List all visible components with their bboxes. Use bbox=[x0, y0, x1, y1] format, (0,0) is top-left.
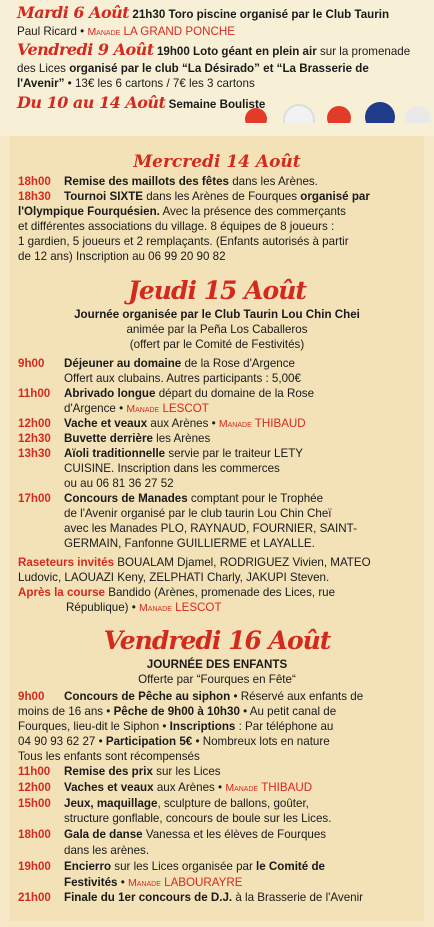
program-item bbox=[18, 447, 416, 462]
subheading: JOURNÉE DES ENFANTS bbox=[146, 658, 288, 671]
item-desc: Participation 5€ bbox=[105, 735, 193, 748]
event-desc: des Lices bbox=[17, 62, 70, 75]
program-item bbox=[18, 372, 416, 387]
item-desc: structure gonflable, concours de boule sur les Lices. bbox=[64, 812, 332, 826]
item-desc: aux Arènes • bbox=[153, 780, 226, 794]
item-desc: aux Arènes • bbox=[147, 417, 219, 430]
time-label: 13h30 bbox=[18, 447, 51, 460]
program-item bbox=[18, 765, 416, 780]
program-line: de 12 ans) Inscription au 06 99 20 90 82 bbox=[18, 250, 226, 263]
program-item bbox=[18, 190, 416, 205]
item-desc: • Au petit canal de bbox=[239, 705, 337, 718]
time-label: 11h00 bbox=[18, 765, 51, 778]
after-course-desc: République) • bbox=[66, 601, 140, 614]
divider bbox=[0, 123, 434, 136]
manade-label: Manade bbox=[225, 781, 259, 794]
program-line: Tous les enfants sont récompensés bbox=[18, 750, 200, 763]
item-title: Abrivado longue bbox=[64, 387, 156, 400]
item-desc: • Réservé aux enfants de bbox=[230, 690, 364, 703]
item-desc: Offert aux clubains. Autres participants : 5,00€ bbox=[64, 372, 301, 385]
item-title: Finale du 1er concours de D.J. bbox=[64, 891, 233, 905]
event-line bbox=[17, 3, 426, 23]
item-title: Jeux, maquillage bbox=[64, 796, 158, 810]
item-desc: le Comité de bbox=[256, 859, 325, 873]
item-desc: les Arènes bbox=[152, 432, 211, 445]
manade-name: THIBAUD bbox=[254, 417, 306, 430]
item-desc: sur les Lices bbox=[152, 765, 221, 778]
item-desc: sur les Lices organisée par bbox=[111, 859, 257, 873]
event-title: Toro piscine bbox=[168, 8, 237, 21]
event-desc: • 13€ les 6 cartons / 7€ les 3 cartons bbox=[64, 77, 255, 90]
day-heading: Vendredi 16 Août bbox=[103, 626, 331, 655]
program-item bbox=[18, 828, 416, 843]
item-title: Vaches et veaux bbox=[64, 780, 154, 794]
time-label: 17h00 bbox=[18, 492, 51, 505]
program-line: et différentes associations du village. 8 équipes de 8 joueurs : bbox=[18, 220, 335, 233]
event-desc: l'Avenir” bbox=[17, 77, 65, 90]
subheading: Offerte par “Fourques en Fête“ bbox=[138, 673, 296, 686]
item-desc: comptant pour le Trophée bbox=[187, 492, 324, 505]
subheading: Journée organisée par le Club Taurin Lou Chin Chei bbox=[74, 308, 360, 321]
program-item bbox=[18, 462, 416, 477]
program-panel bbox=[10, 136, 424, 921]
item-desc: Fourques, lieu-dit le Siphon • bbox=[18, 720, 170, 733]
manade-label: Manade bbox=[128, 876, 161, 889]
subheading: animée par la Peña Los Caballeros bbox=[126, 323, 308, 336]
program-item bbox=[18, 507, 416, 522]
after-course-line bbox=[18, 586, 416, 601]
manade-label: Manade bbox=[87, 26, 121, 38]
program-line: 1 gardien, 5 joueurs et 2 remplaçants. (Enfants autorisés à partir bbox=[18, 235, 349, 248]
date-label: Mardi 6 Août bbox=[17, 3, 130, 22]
item-desc: ou au 06 81 36 27 52 bbox=[64, 477, 174, 490]
item-desc: de la Rose d'Argence bbox=[181, 357, 295, 370]
manade-label: Manade bbox=[139, 602, 172, 614]
time-label: 18h00 bbox=[18, 175, 51, 188]
item-title: Remise des maillots des fêtes bbox=[64, 175, 229, 188]
item-desc: Avec la présence des commerçants bbox=[159, 205, 346, 218]
time-label: 11h00 bbox=[18, 387, 51, 400]
program-item bbox=[18, 860, 416, 875]
manade-name: LESCOT bbox=[162, 402, 209, 415]
program-item bbox=[18, 402, 416, 417]
time-label: 19h00 bbox=[156, 45, 190, 58]
item-desc: CUISINE. Inscription dans les commerces bbox=[64, 462, 280, 475]
time-label: 15h00 bbox=[18, 796, 51, 810]
program-item bbox=[18, 844, 416, 859]
program-item bbox=[18, 492, 416, 507]
program-item bbox=[18, 432, 416, 447]
item-desc: avec les Manades PLO, RAYNAUD, FOURNIER, SAINT- bbox=[64, 522, 357, 535]
program-item bbox=[18, 690, 416, 705]
program-item bbox=[18, 891, 416, 906]
event-line bbox=[17, 25, 426, 40]
event-title: Semaine Bouliste bbox=[168, 98, 266, 111]
item-desc: l'Olympique Fourquésien. bbox=[18, 205, 160, 218]
event-title: Loto géant en plein air bbox=[193, 45, 317, 58]
item-desc: départ du domaine de la Rose bbox=[155, 387, 315, 400]
event-line bbox=[17, 62, 426, 77]
program-item bbox=[18, 417, 416, 432]
raseteurs-line: Ludovic, LAOUAZI Keny, ZELPHATI Charly, JAKUPI Steven. bbox=[18, 571, 330, 584]
time-label: 18h30 bbox=[18, 190, 51, 203]
time-label: 12h00 bbox=[18, 780, 51, 794]
event-desc: organisé par le Club Taurin bbox=[236, 8, 390, 21]
event-line bbox=[17, 77, 426, 92]
program-item bbox=[18, 175, 416, 190]
manade-name: THIBAUD bbox=[261, 780, 313, 794]
item-desc: 04 90 93 62 27 • bbox=[18, 735, 106, 748]
item-title: Encierro bbox=[64, 859, 112, 873]
event-line bbox=[17, 40, 426, 60]
item-title: Remise des prix bbox=[64, 765, 153, 778]
item-title: Festivités bbox=[64, 875, 118, 889]
program-item bbox=[18, 477, 416, 492]
raseteurs-label: Raseteurs invités bbox=[18, 556, 115, 569]
manade-name: LABOURAYRE bbox=[164, 875, 243, 889]
item-title: Concours de Manades bbox=[64, 492, 188, 505]
time-label: 12h00 bbox=[18, 417, 51, 430]
manade-name: LESCOT bbox=[175, 601, 222, 614]
program-line bbox=[18, 205, 416, 220]
item-desc: • bbox=[117, 875, 129, 889]
program-line bbox=[18, 720, 416, 735]
event-desc: sur la promenade bbox=[316, 45, 411, 58]
item-desc: dans les arènes. bbox=[64, 844, 150, 857]
item-desc: Inscriptions bbox=[169, 720, 236, 733]
event-desc: organisé par le club “La Désirado” et “La Brasserie de bbox=[69, 62, 369, 75]
program-line bbox=[18, 705, 416, 720]
time-label: 21h30 bbox=[132, 8, 166, 21]
manade-label: Manade bbox=[126, 403, 160, 415]
after-course-label: Après la course bbox=[18, 586, 105, 599]
item-desc: de l'Avenir organisé par le club taurin Lou Chin Cheï bbox=[64, 507, 332, 520]
item-desc: organisé par bbox=[300, 190, 370, 203]
item-title: Concours de Pêche au siphon bbox=[64, 690, 231, 703]
item-title: Buvette derrière bbox=[64, 432, 153, 445]
time-label: 12h30 bbox=[18, 432, 51, 445]
time-label: 21h00 bbox=[18, 891, 51, 905]
item-desc: : Par téléphone au bbox=[235, 720, 334, 733]
program-item bbox=[18, 812, 416, 827]
after-course-line bbox=[18, 601, 416, 616]
item-title: Déjeuner au domaine bbox=[64, 357, 182, 370]
item-desc: , sculpture de ballons, goûter, bbox=[157, 796, 309, 810]
item-desc: servie par le traiteur LETY bbox=[165, 447, 304, 460]
time-label: 9h00 bbox=[18, 357, 45, 370]
day-heading: Mercredi 14 Août bbox=[133, 152, 301, 172]
item-title: Vache et veaux bbox=[64, 417, 148, 430]
time-label: 19h00 bbox=[18, 859, 51, 873]
item-desc: d'Argence • bbox=[64, 402, 127, 415]
program-item bbox=[18, 797, 416, 812]
after-course-desc: Bandido (Arènes, promenade des Lices, rue bbox=[105, 586, 336, 599]
raseteurs-names: BOUALAM Djamel, RODRIGUEZ Vivien, MATEO bbox=[114, 556, 371, 569]
item-desc: Pêche de 9h00 à 10h30 bbox=[113, 705, 240, 718]
item-title: Gala de danse bbox=[64, 828, 143, 842]
program-item bbox=[18, 781, 416, 796]
program-item bbox=[18, 387, 416, 402]
item-title: Tournoi SIXTE bbox=[64, 190, 144, 203]
time-label: 18h00 bbox=[18, 828, 51, 842]
raseteurs-line bbox=[18, 556, 416, 571]
subheading: (offert par le Comité de Festivités) bbox=[129, 338, 305, 351]
program-item bbox=[18, 357, 416, 372]
program-line bbox=[18, 735, 416, 750]
event-desc: Paul Ricard • bbox=[17, 25, 88, 38]
item-desc: • Nombreux lots en nature bbox=[192, 735, 330, 748]
item-desc: à la Brasserie de l'Avenir bbox=[232, 891, 364, 905]
day-heading: Jeudi 15 Août bbox=[128, 276, 306, 305]
item-desc: dans les Arènes de Fourques bbox=[143, 190, 301, 203]
time-label: 9h00 bbox=[18, 690, 45, 703]
manade-name: LA GRAND PONCHE bbox=[123, 25, 236, 38]
item-desc: Vanessa et les élèves de Fourques bbox=[142, 828, 327, 842]
top-section bbox=[0, 0, 434, 123]
program-item bbox=[18, 537, 416, 552]
item-desc: GERMAIN, Fanfonne GUILLIERME et LAYALLE. bbox=[64, 537, 315, 550]
program-item bbox=[18, 876, 416, 891]
program-item bbox=[18, 522, 416, 537]
date-label: Du 10 au 14 Août bbox=[17, 93, 166, 112]
manade-label: Manade bbox=[218, 418, 252, 430]
item-title: Aïoli traditionnelle bbox=[64, 447, 166, 460]
date-label: Vendredi 9 Août bbox=[17, 40, 154, 59]
item-desc: dans les Arènes. bbox=[228, 175, 318, 188]
event-line bbox=[17, 93, 426, 113]
item-desc: moins de 16 ans • bbox=[18, 705, 114, 718]
